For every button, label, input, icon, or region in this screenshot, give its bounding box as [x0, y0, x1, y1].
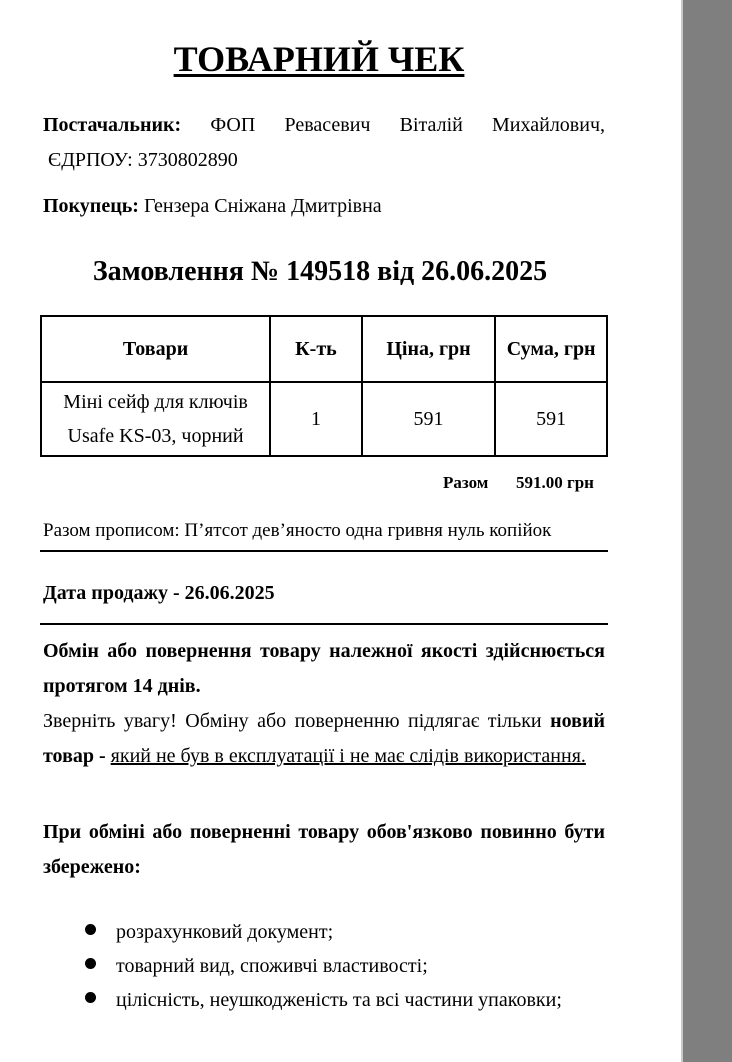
item-qty-cell: 1 [270, 382, 362, 456]
requirements-list [43, 915, 605, 1017]
column-header-sum: Сума, грн [495, 316, 607, 382]
notice-start: Зверніть увагу! Обміну або поверненню підлягає тільки [43, 710, 542, 732]
supplier-line [43, 114, 605, 137]
list-item: товарний вид, споживчі властивості; [43, 949, 605, 983]
column-header-items: Товари [41, 316, 270, 382]
item-price-cell: 591 [362, 382, 496, 456]
bullet-icon [85, 958, 96, 969]
viewer-background [683, 0, 732, 1062]
notice-underlined: який не був в експлуатації і не має слідів використання. [110, 745, 586, 767]
list-item: цілісність, неушкодженість та всі частини упаковки; [43, 983, 605, 1017]
total-value: 591.00 грн [516, 473, 594, 492]
order-heading: Замовлення № 149518 від 26.06.2025 [92, 256, 548, 287]
buyer-line [43, 195, 382, 218]
table-row [41, 382, 607, 456]
supplier-value: ФОП Ревасевич Віталій Михайлович, [210, 114, 606, 136]
item-sum-cell: 591 [495, 382, 607, 456]
item-name-line1: Міні сейф для ключів [63, 391, 248, 413]
item-name-cell [41, 382, 270, 456]
total-in-words: Разом прописом: П’ятсот дев’яносто одна гривня нуль копійок [43, 520, 552, 541]
item-name-line2: Usafe KS-03, чорний [67, 425, 244, 447]
must-keep-heading: При обміні або поверненні товару обов'язково повинно бути збережено: [43, 821, 605, 878]
notice-paragraph [43, 704, 605, 774]
table-header-row [41, 316, 607, 382]
edrpou-line: ЄДРПОУ: 3730802890 [48, 149, 238, 171]
exchange-terms: Обмін або повернення товару належної якості здійснюється протягом 14 днів. [43, 640, 605, 697]
sale-date: Дата продажу - 26.06.2025 [43, 582, 275, 604]
items-table [40, 315, 608, 457]
list-item: розрахунковий документ; [43, 915, 605, 949]
bullet-icon [85, 924, 96, 935]
buyer-value: Гензера Сніжана Дмитрівна [143, 195, 382, 217]
total-label: Разом [443, 473, 489, 492]
divider [40, 623, 608, 625]
divider [40, 550, 608, 552]
document-title: ТОВАРНИЙ ЧЕК [173, 39, 465, 79]
bullet-icon [85, 992, 96, 1003]
notice-bold: новий товар - [43, 710, 606, 767]
supplier-label: Постачальник: [43, 114, 182, 136]
column-header-price: Ціна, грн [362, 316, 496, 382]
column-header-qty: К-ть [270, 316, 362, 382]
buyer-label: Покупець: [43, 195, 139, 217]
